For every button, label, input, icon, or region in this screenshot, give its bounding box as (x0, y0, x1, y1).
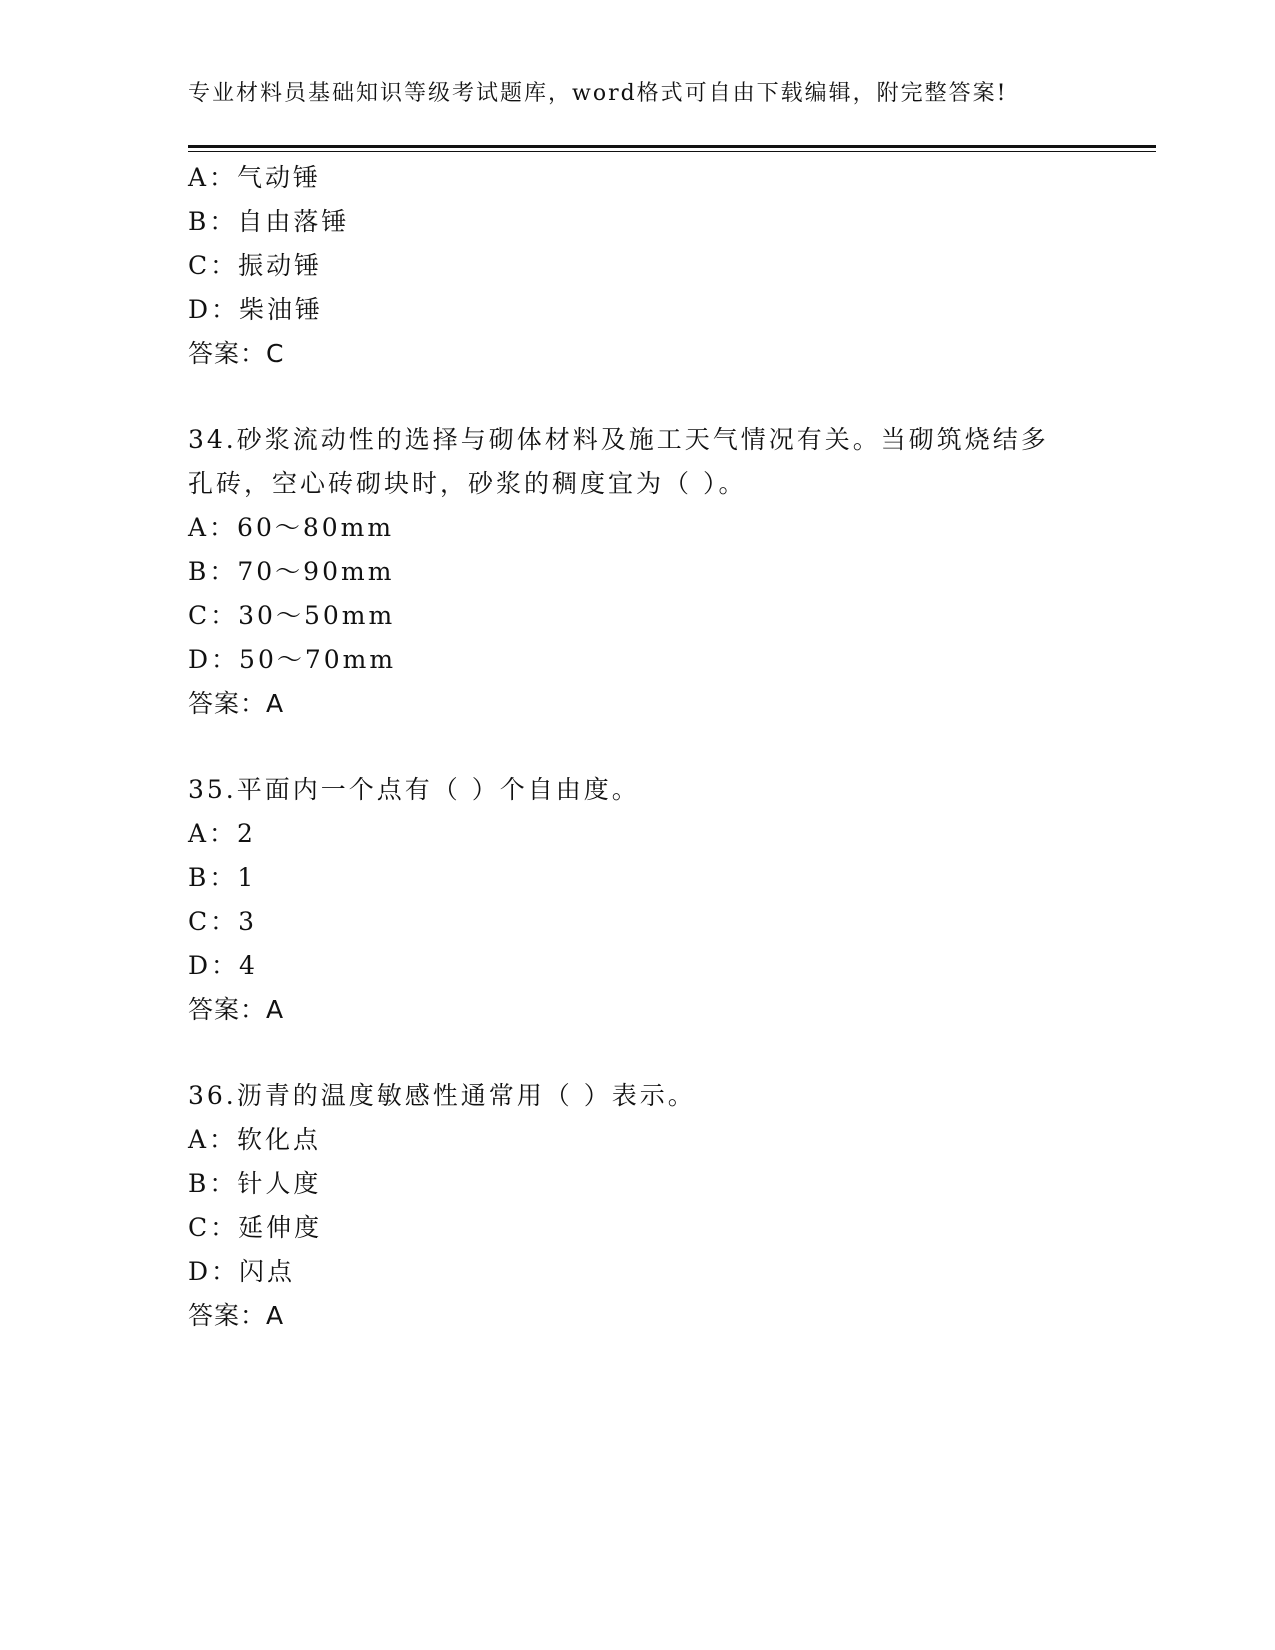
option-c: C：3 (188, 907, 258, 936)
answer: 答案：A (188, 995, 285, 1024)
option-c: C：延伸度 (188, 1213, 323, 1242)
option-c: C：振动锤 (188, 251, 323, 280)
answer: 答案：C (188, 339, 285, 368)
question-stem-line: 34.砂浆流动性的选择与砌体材料及施工天气情况有关。当砌筑烧结多 (188, 425, 1049, 454)
answer: 答案：A (188, 1301, 285, 1330)
option-d: D：闪点 (188, 1257, 296, 1286)
option-b: B：70～90mm (188, 557, 395, 586)
header-rule-thin (188, 151, 1156, 152)
option-d: D：50～70mm (188, 645, 397, 674)
question-stem-line: 35.平面内一个点有（ ）个自由度。 (188, 775, 640, 804)
option-c: C：30～50mm (188, 601, 396, 630)
option-b: B：自由落锤 (188, 207, 350, 236)
header-rule-thick (188, 145, 1156, 148)
option-b: B：1 (188, 863, 257, 892)
option-a: A：2 (188, 819, 256, 848)
answer: 答案：A (188, 689, 285, 718)
option-a: A：60～80mm (188, 513, 395, 542)
page-header: 专业材料员基础知识等级考试题库，word格式可自由下载编辑，附完整答案! (188, 81, 1008, 106)
option-a: A：软化点 (188, 1125, 322, 1154)
option-b: B：针人度 (188, 1169, 322, 1198)
option-d: D：柴油锤 (188, 295, 324, 324)
option-d: D：4 (188, 951, 258, 980)
option-a: A：气动锤 (188, 163, 322, 192)
question-stem-line: 36.沥青的温度敏感性通常用（ ）表示。 (188, 1081, 696, 1110)
question-stem-line: 孔砖，空心砖砌块时，砂浆的稠度宜为（ ）。 (188, 469, 747, 498)
